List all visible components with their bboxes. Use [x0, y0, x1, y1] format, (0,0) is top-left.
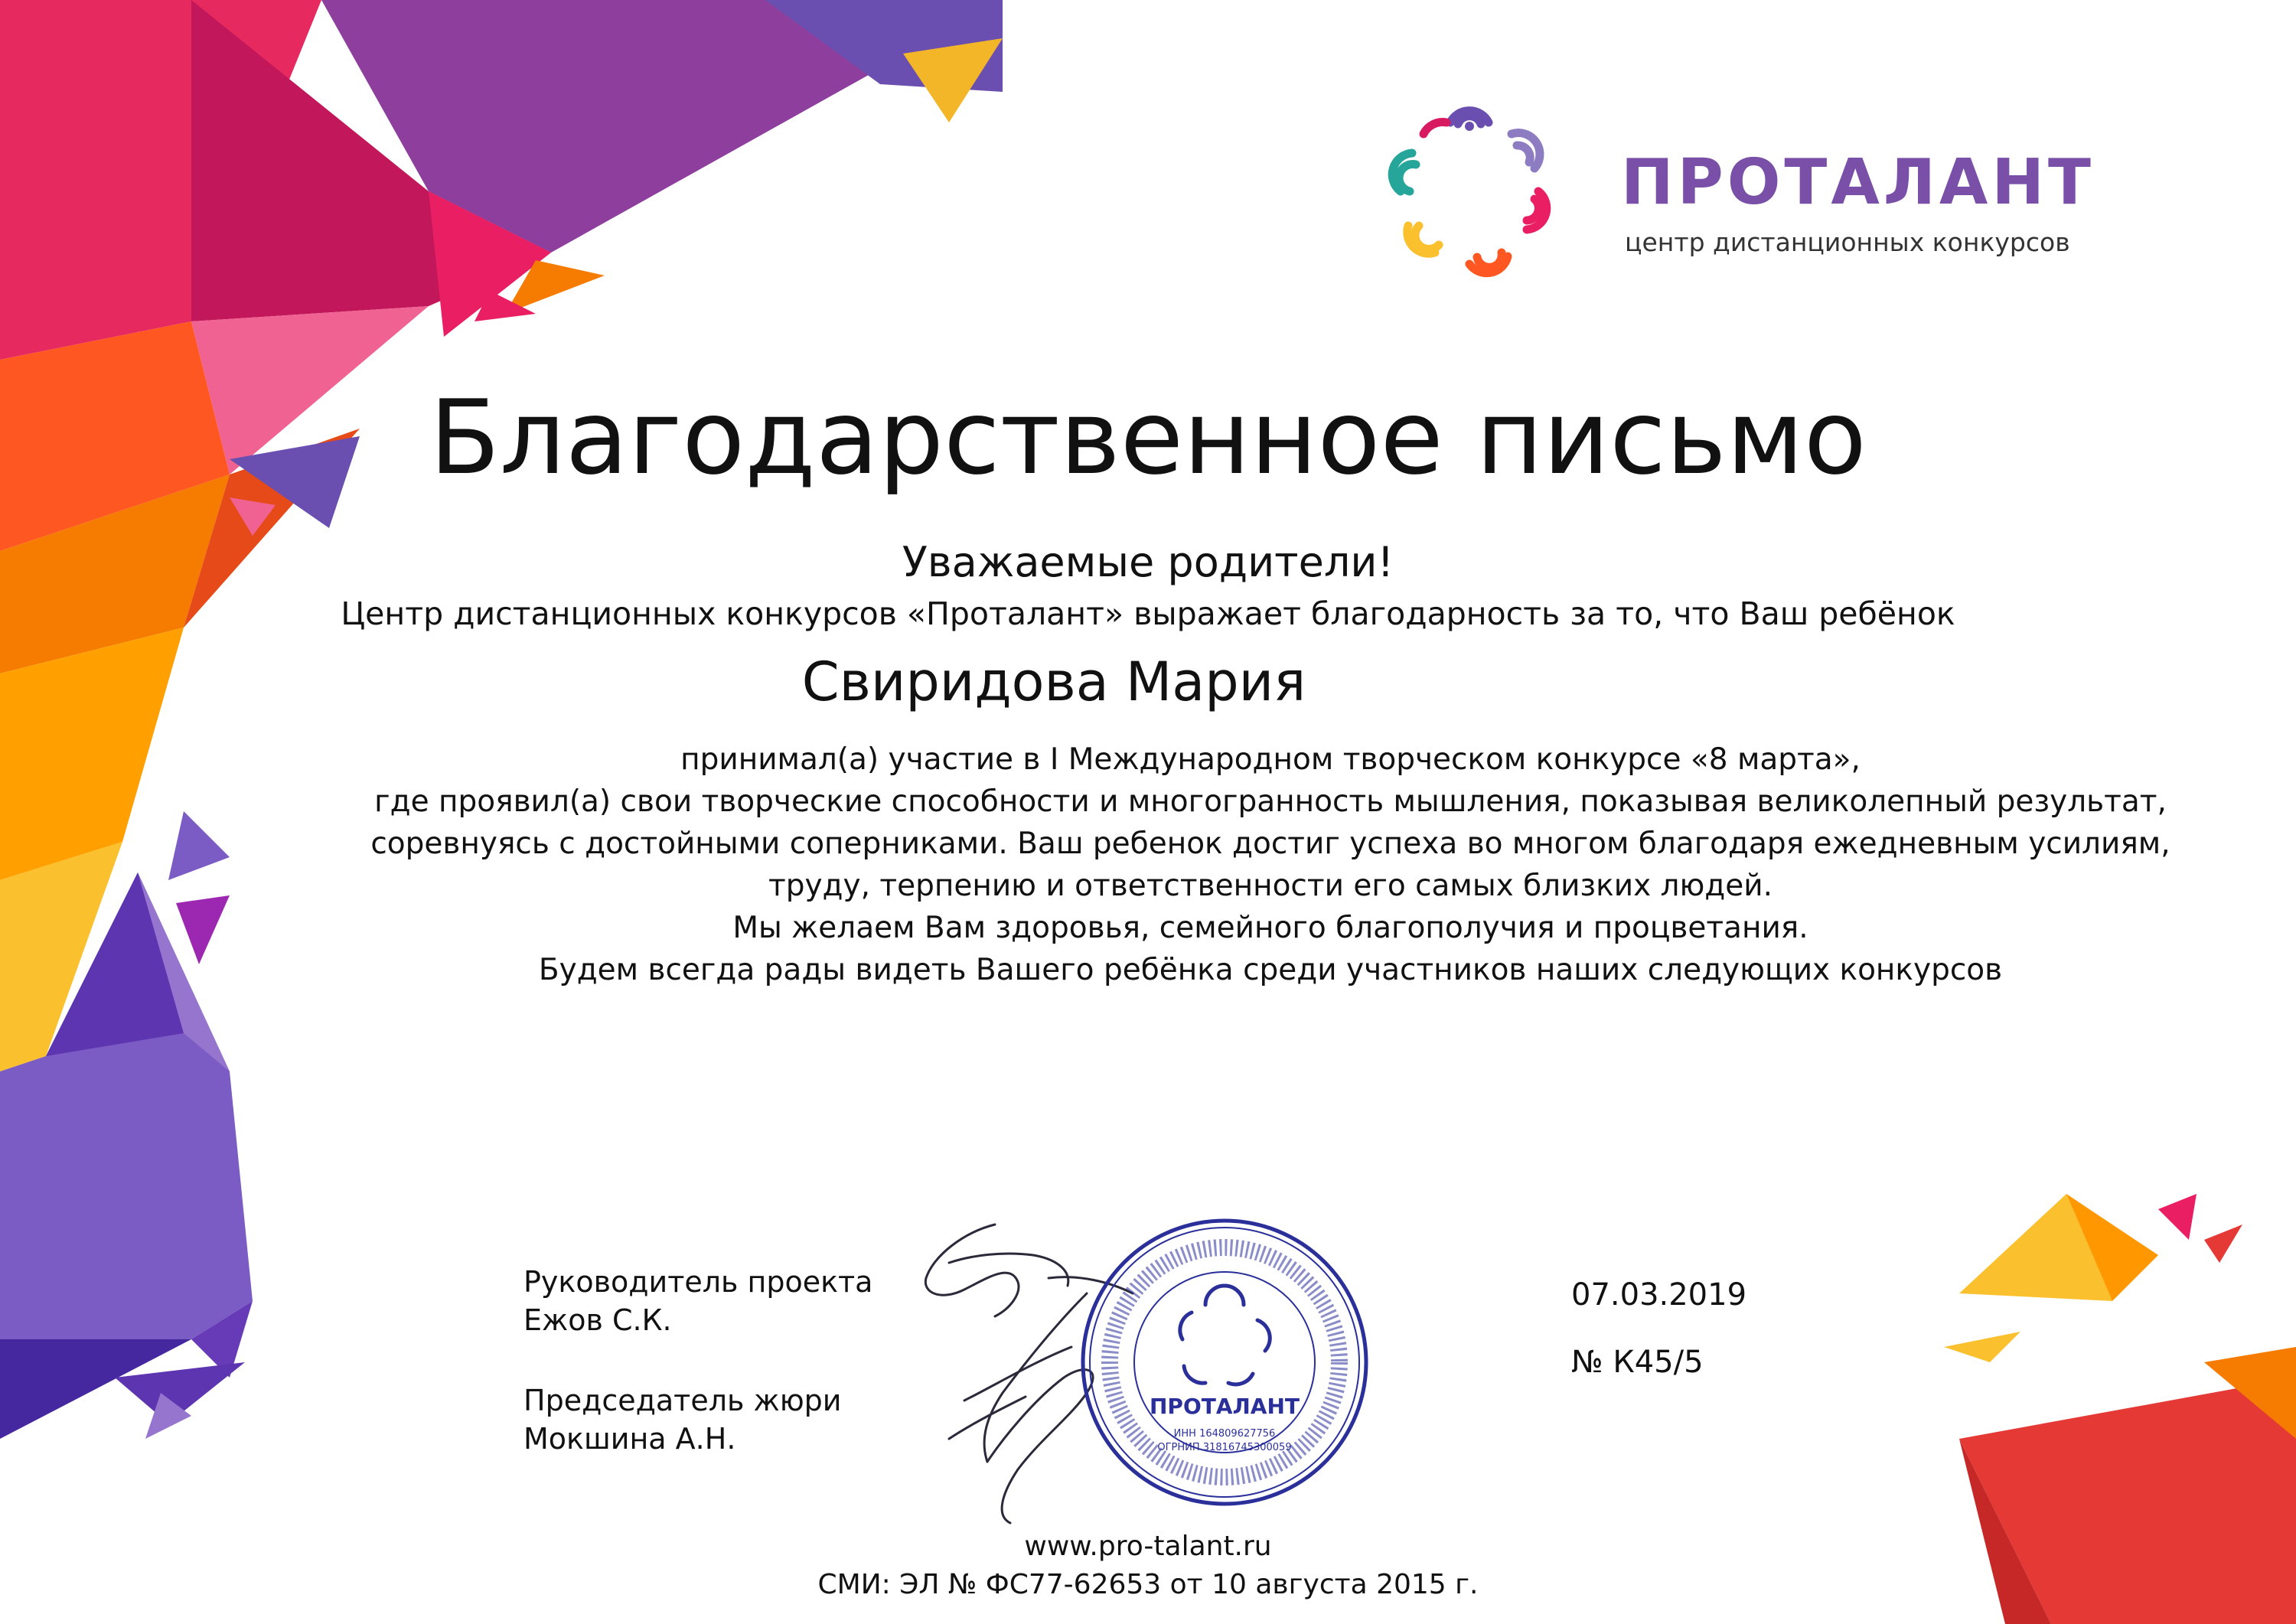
project-head-role: Руководитель проекта [523, 1265, 873, 1299]
website: www.pro-talant.ru [1024, 1531, 1272, 1562]
body-line: Мы желаем Вам здоровья, семейного благополучия и процветания. [732, 911, 1808, 945]
letter-salutation: Уважаемые родители! [902, 538, 1394, 586]
media-registration: СМИ: ЭЛ № ФС77-62653 от 10 августа 2015 г. [817, 1569, 1479, 1600]
issue-date: 07.03.2019 [1571, 1277, 1747, 1313]
stamp-inn: ИНН 164809627756 [1173, 1428, 1276, 1440]
certificate-number: № К45/5 [1571, 1345, 1704, 1380]
brand-name: ПРОТАЛАНТ [1621, 146, 2095, 219]
jury-chair-name: Мокшина А.Н. [523, 1422, 736, 1456]
participant-name: Свиридова Мария [801, 651, 1306, 713]
letter-body [321, 739, 2219, 991]
stamp-name: ПРОТАЛАНТ [1150, 1394, 1300, 1419]
body-line: Будем всегда рады видеть Вашего ребёнка среди участников наших следующих конкурсов [538, 953, 2003, 987]
stamp-ogrnip: ОГРНИП 31816745300059 [1157, 1442, 1292, 1453]
jury-chair-role: Председатель жюри [523, 1384, 842, 1417]
protalant-logo-icon [1355, 77, 1584, 306]
project-head-block [523, 1263, 872, 1339]
project-head-name: Ежов С.К. [523, 1303, 672, 1337]
letter-title: Благодарственное письмо [429, 378, 1867, 497]
letter-intro: Центр дистанционных конкурсов «Проталант» выражает благодарность за то, что Ваш ребёнок [341, 595, 1955, 632]
body-line: где проявил(а) свои творческие способности и многогранность мышления, показывая великолепный результат, [374, 784, 2167, 819]
body-line: труду, терпению и ответственности его самых близких людей. [768, 869, 1773, 903]
brand-subtitle: центр дистанционных конкурсов [1625, 227, 2070, 257]
body-line: принимал(а) участие в I Международном творческом конкурсе «8 марта», [680, 742, 1861, 777]
jury-chair-block [523, 1381, 842, 1458]
official-stamp [1075, 1213, 1374, 1511]
body-line: соревнуясь с достойными соперниками. Ваш ребенок достиг успеха во многом благодаря ежедневным усилиям, [370, 827, 2170, 861]
